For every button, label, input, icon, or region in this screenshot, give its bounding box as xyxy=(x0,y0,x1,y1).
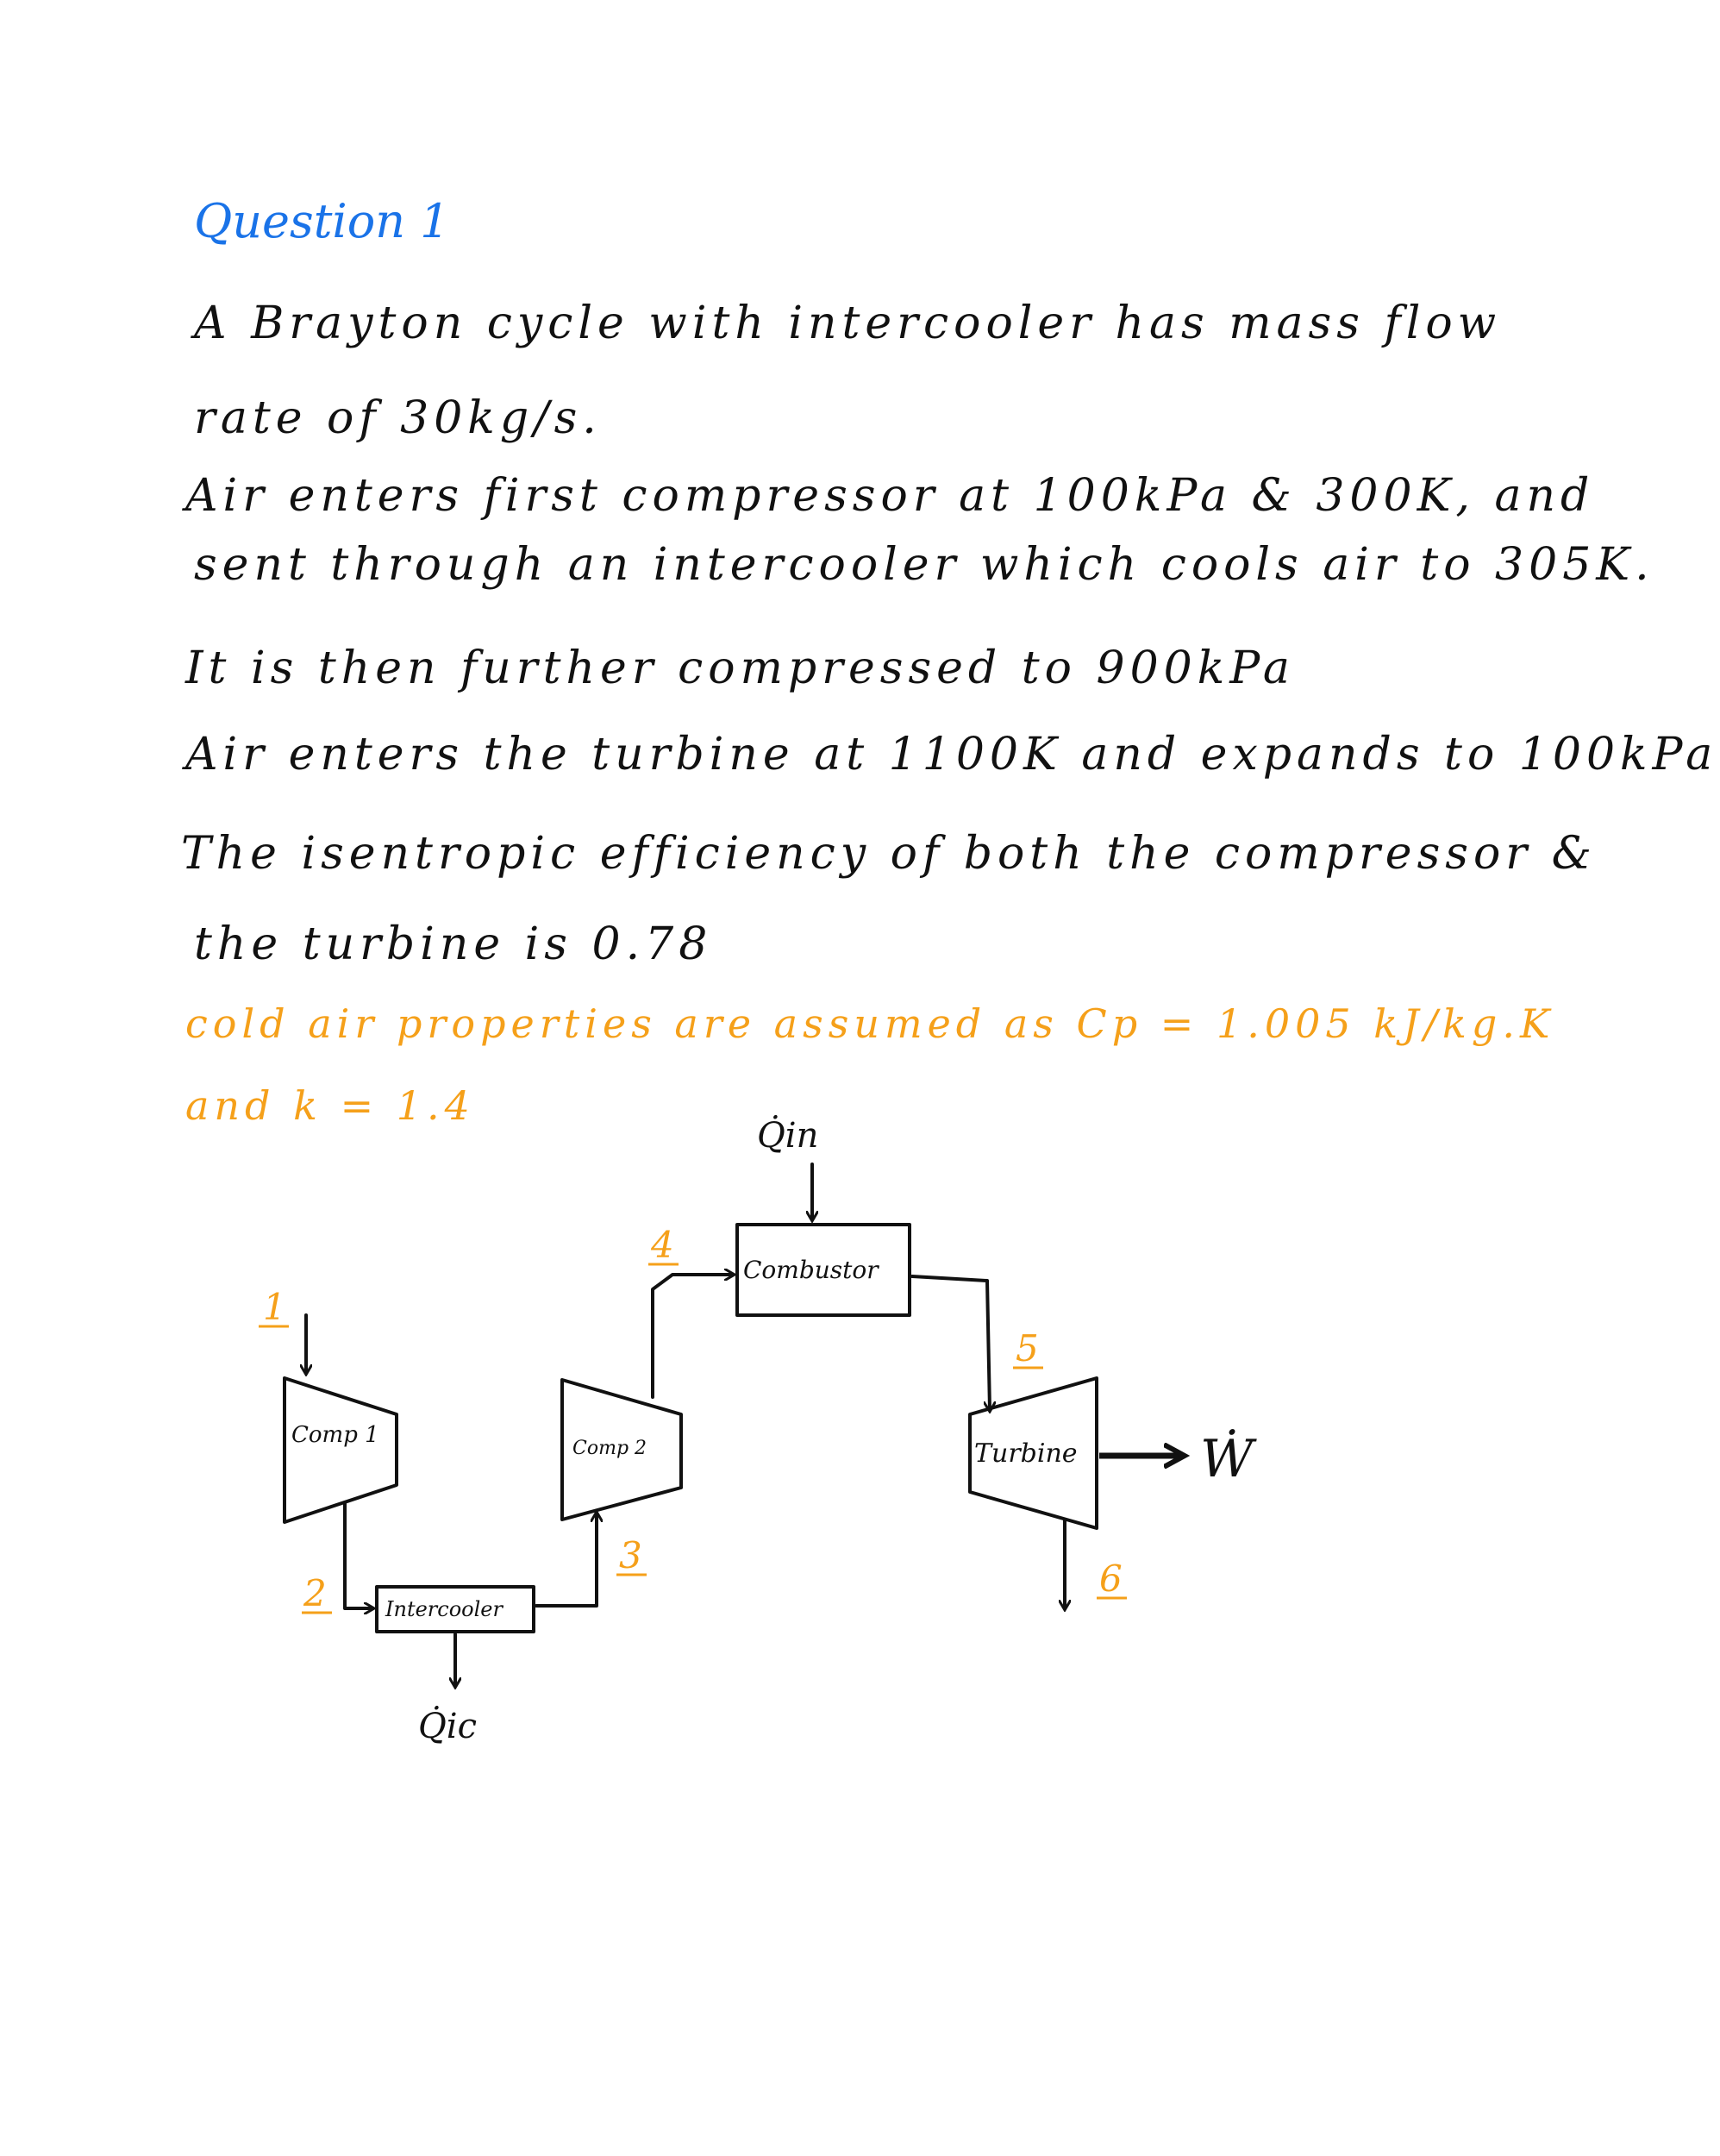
heat-ic-label: Q̇ic xyxy=(418,1707,477,1746)
problem-line-4: sent through an intercooler which cools air to 305K. xyxy=(194,539,1654,591)
comp1-label: Comp 1 xyxy=(291,1422,379,1448)
state-1-label: 1 xyxy=(263,1286,286,1328)
turbine-label: Turbine xyxy=(974,1438,1078,1469)
flow-2 xyxy=(345,1502,372,1608)
flow-3 xyxy=(536,1514,597,1606)
question-title: Question 1 xyxy=(194,194,450,248)
problem-line-5: It is then further compressed to 900kPa xyxy=(185,642,1295,694)
work-out-label: Ẇ xyxy=(1200,1429,1254,1489)
intercooler-label: Intercooler xyxy=(385,1597,503,1621)
state-2-label: 2 xyxy=(303,1572,327,1614)
comp1-shape xyxy=(285,1378,397,1522)
problem-line-7: The isentropic efficiency of both the compressor & xyxy=(181,828,1597,880)
comp2-label: Comp 2 xyxy=(572,1438,647,1459)
state-4-label: 4 xyxy=(651,1224,674,1266)
heat-in-label: Q̇in xyxy=(757,1116,819,1156)
problem-line-3: Air enters first compressor at 100kPa & 300K, and xyxy=(185,470,1595,522)
problem-line-8: the turbine is 0.78 xyxy=(194,918,713,970)
assumption-line-2: and k = 1.4 xyxy=(185,1082,475,1129)
problem-line-2: rate of 30kg/s. xyxy=(194,392,602,444)
flow-5 xyxy=(912,1276,990,1410)
state-3-label: 3 xyxy=(619,1534,642,1576)
problem-line-6: Air enters the turbine at 1100K and expands to 100kPa xyxy=(185,729,1718,780)
state-6-label: 6 xyxy=(1099,1557,1123,1600)
problem-line-1: A Brayton cycle with intercooler has mass flow xyxy=(194,298,1502,349)
flow-4 xyxy=(653,1275,733,1397)
combustor-label: Combustor xyxy=(743,1256,879,1284)
assumption-line-1: cold air properties are assumed as Cp = 1.005 kJ/kg.K xyxy=(185,1000,1555,1047)
state-5-label: 5 xyxy=(1016,1327,1039,1369)
